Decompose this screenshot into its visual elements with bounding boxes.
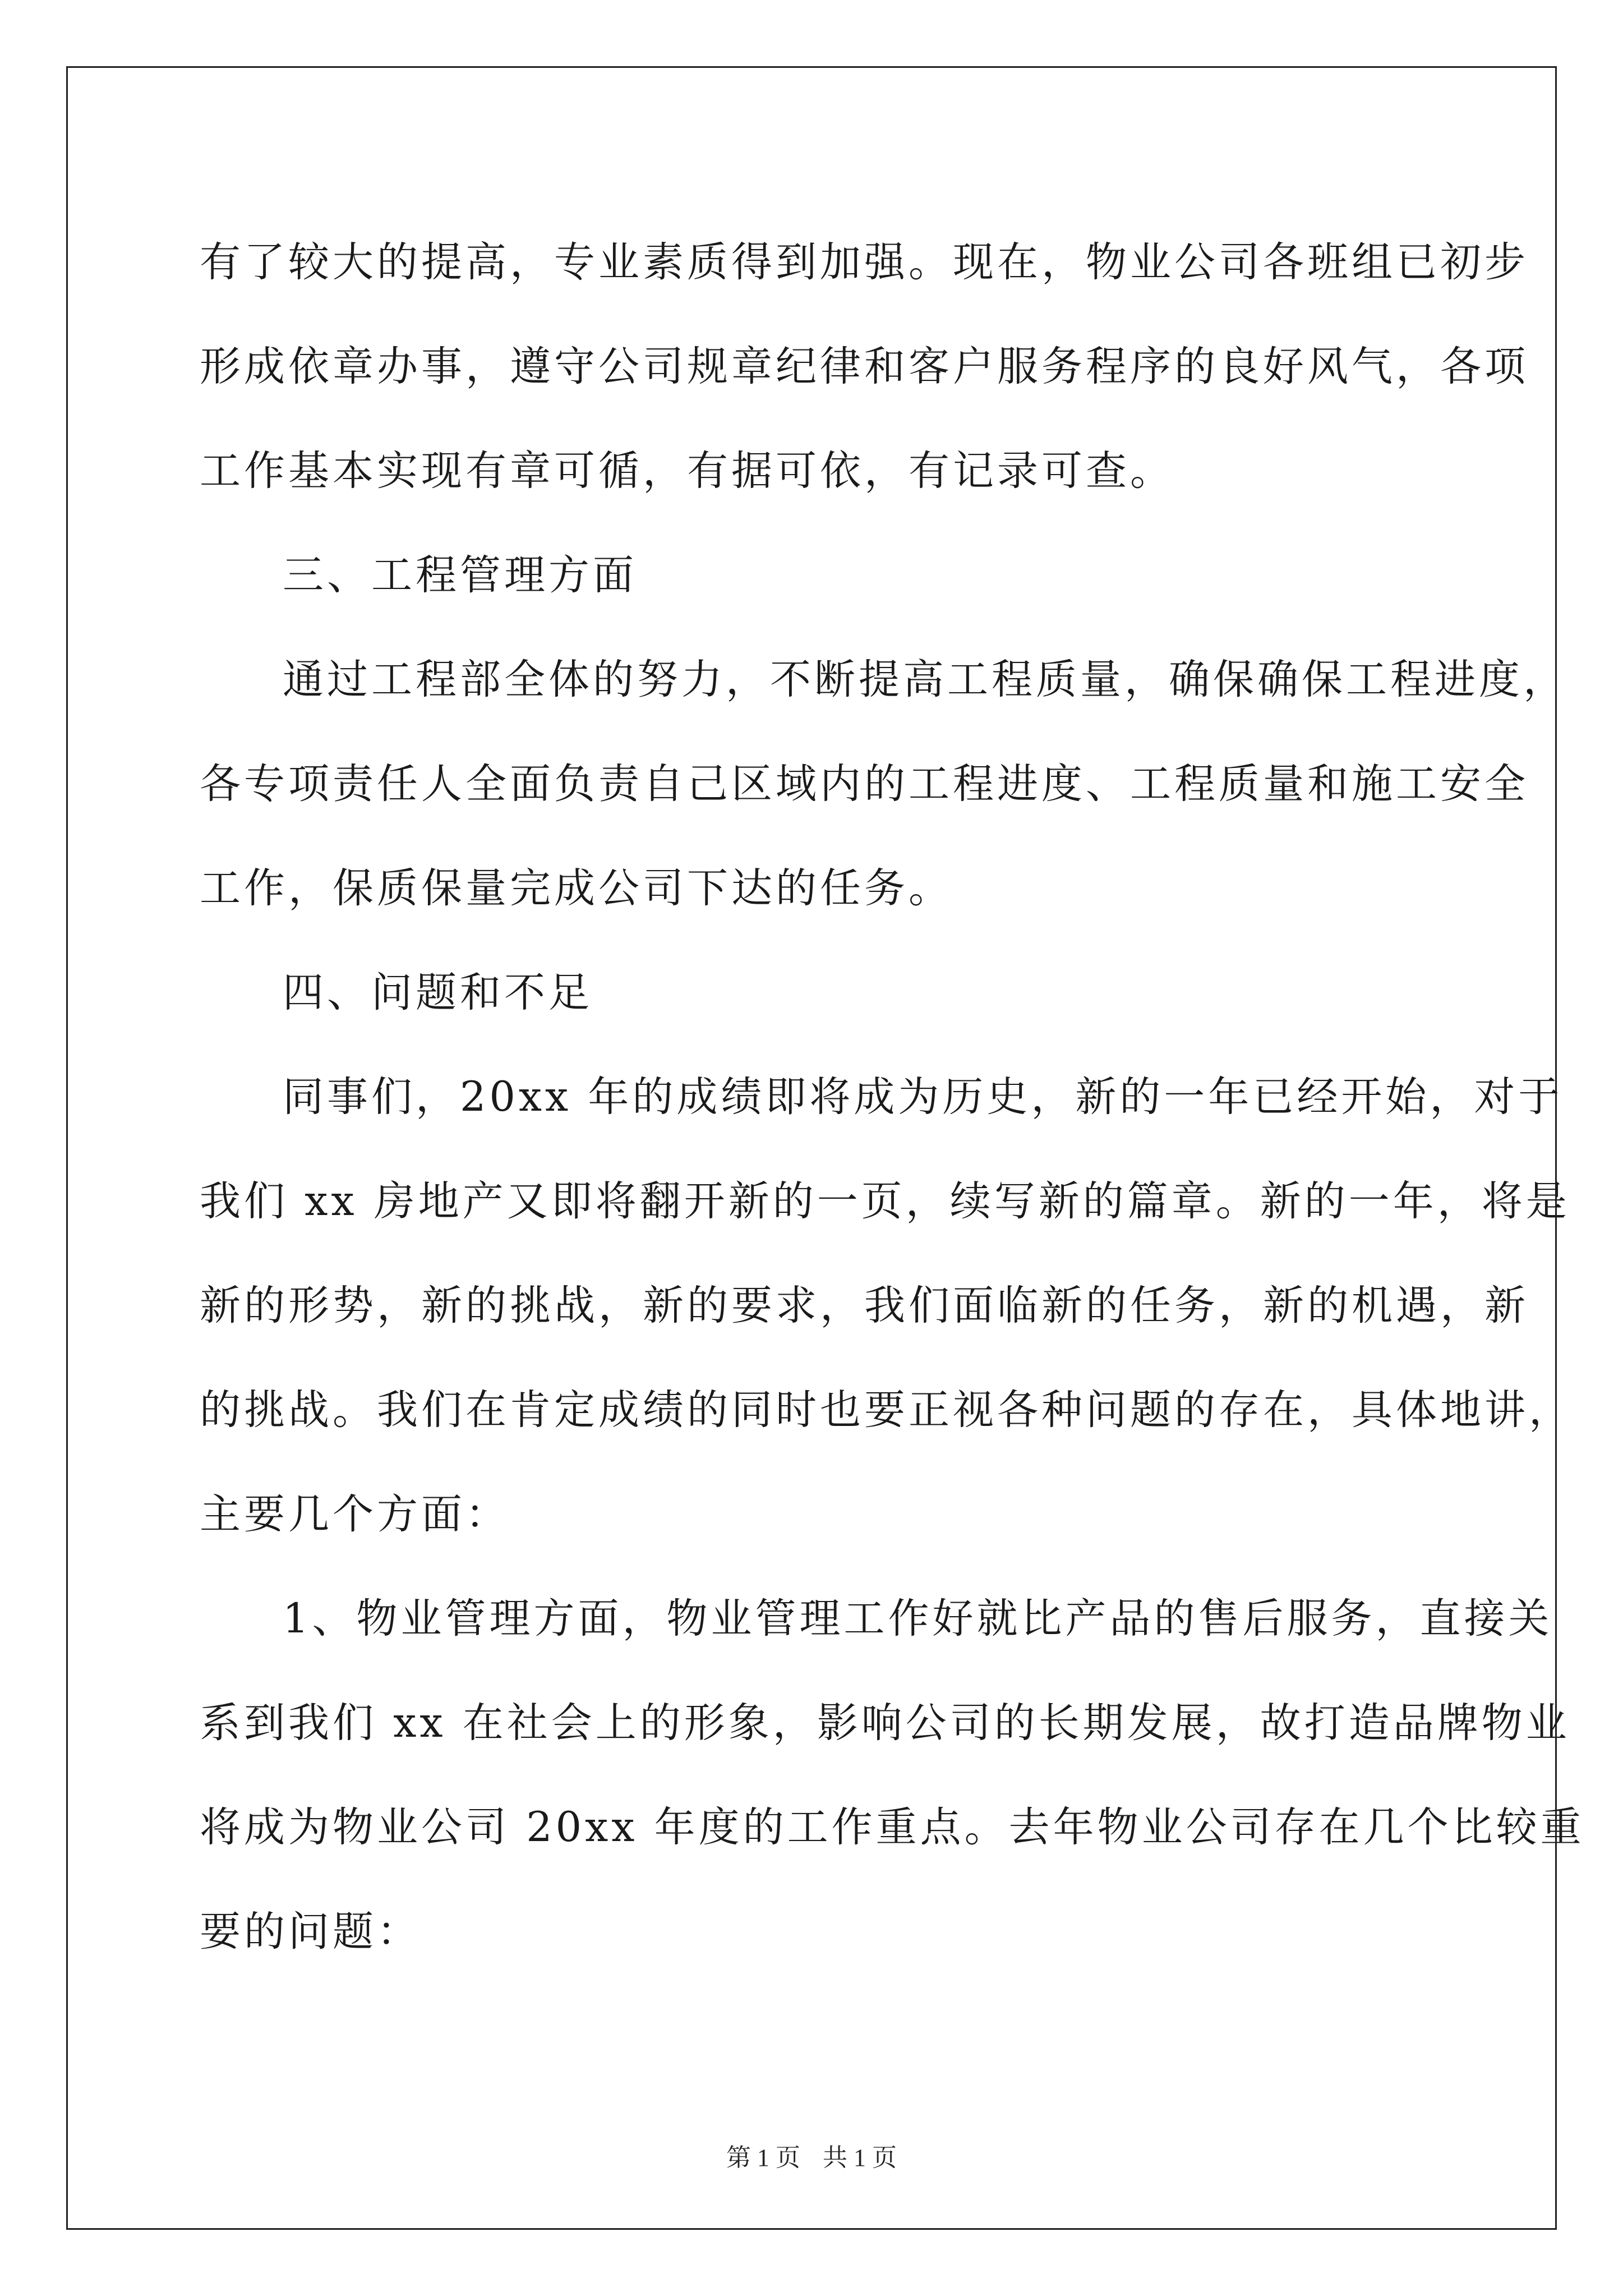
text-line: 形成依章办事，遵守公司规章纪律和客户服务程序的良好风气，各项 — [200, 343, 1529, 390]
text-line: 新的形势，新的挑战，新的要求，我们面临新的任务，新的机遇，新 — [200, 1282, 1529, 1329]
text-line: 工作，保质保量完成公司下达的任务。 — [200, 864, 953, 912]
text-line: 的挑战。我们在肯定成绩的同时也要正视各种问题的存在，具体地讲， — [200, 1386, 1573, 1434]
text-line: 将成为物业公司 20xx 年度的工作重点。去年物业公司存在几个比较重 — [200, 1803, 1585, 1851]
text-line: 主要几个方面： — [200, 1490, 510, 1538]
text-line: 四、问题和不足 — [283, 969, 593, 1016]
text-line: 有了较大的提高，专业素质得到加强。现在，物业公司各班组已初步 — [200, 238, 1529, 286]
document-body — [200, 210, 1585, 1984]
text-line: 工作基本实现有章可循，有据可依，有记录可查。 — [200, 447, 1174, 495]
page-number: 第 1 页 — [726, 2144, 800, 2171]
text-line: 要的问题： — [200, 1908, 421, 1955]
text-line: 各专项责任人全面负责自己区域内的工程进度、工程质量和施工安全 — [200, 760, 1529, 808]
page-footer — [0, 2137, 1623, 2173]
text-line: 三、工程管理方面 — [283, 551, 637, 599]
text-line: 系到我们 xx 在社会上的形象，影响公司的长期发展，故打造品牌物业 — [200, 1699, 1570, 1747]
page-count: 共 1 页 — [823, 2144, 897, 2171]
text-line: 同事们，20xx 年的成绩即将成为历史，新的一年已经开始，对于 — [283, 1073, 1563, 1121]
text-line: 我们 xx 房地产又即将翻开新的一页，续写新的篇章。新的一年，将是 — [200, 1177, 1570, 1225]
text-line: 1、物业管理方面，物业管理工作好就比产品的售后服务，直接关 — [283, 1595, 1553, 1642]
text-line: 通过工程部全体的努力，不断提高工程质量，确保确保工程进度， — [283, 656, 1567, 703]
